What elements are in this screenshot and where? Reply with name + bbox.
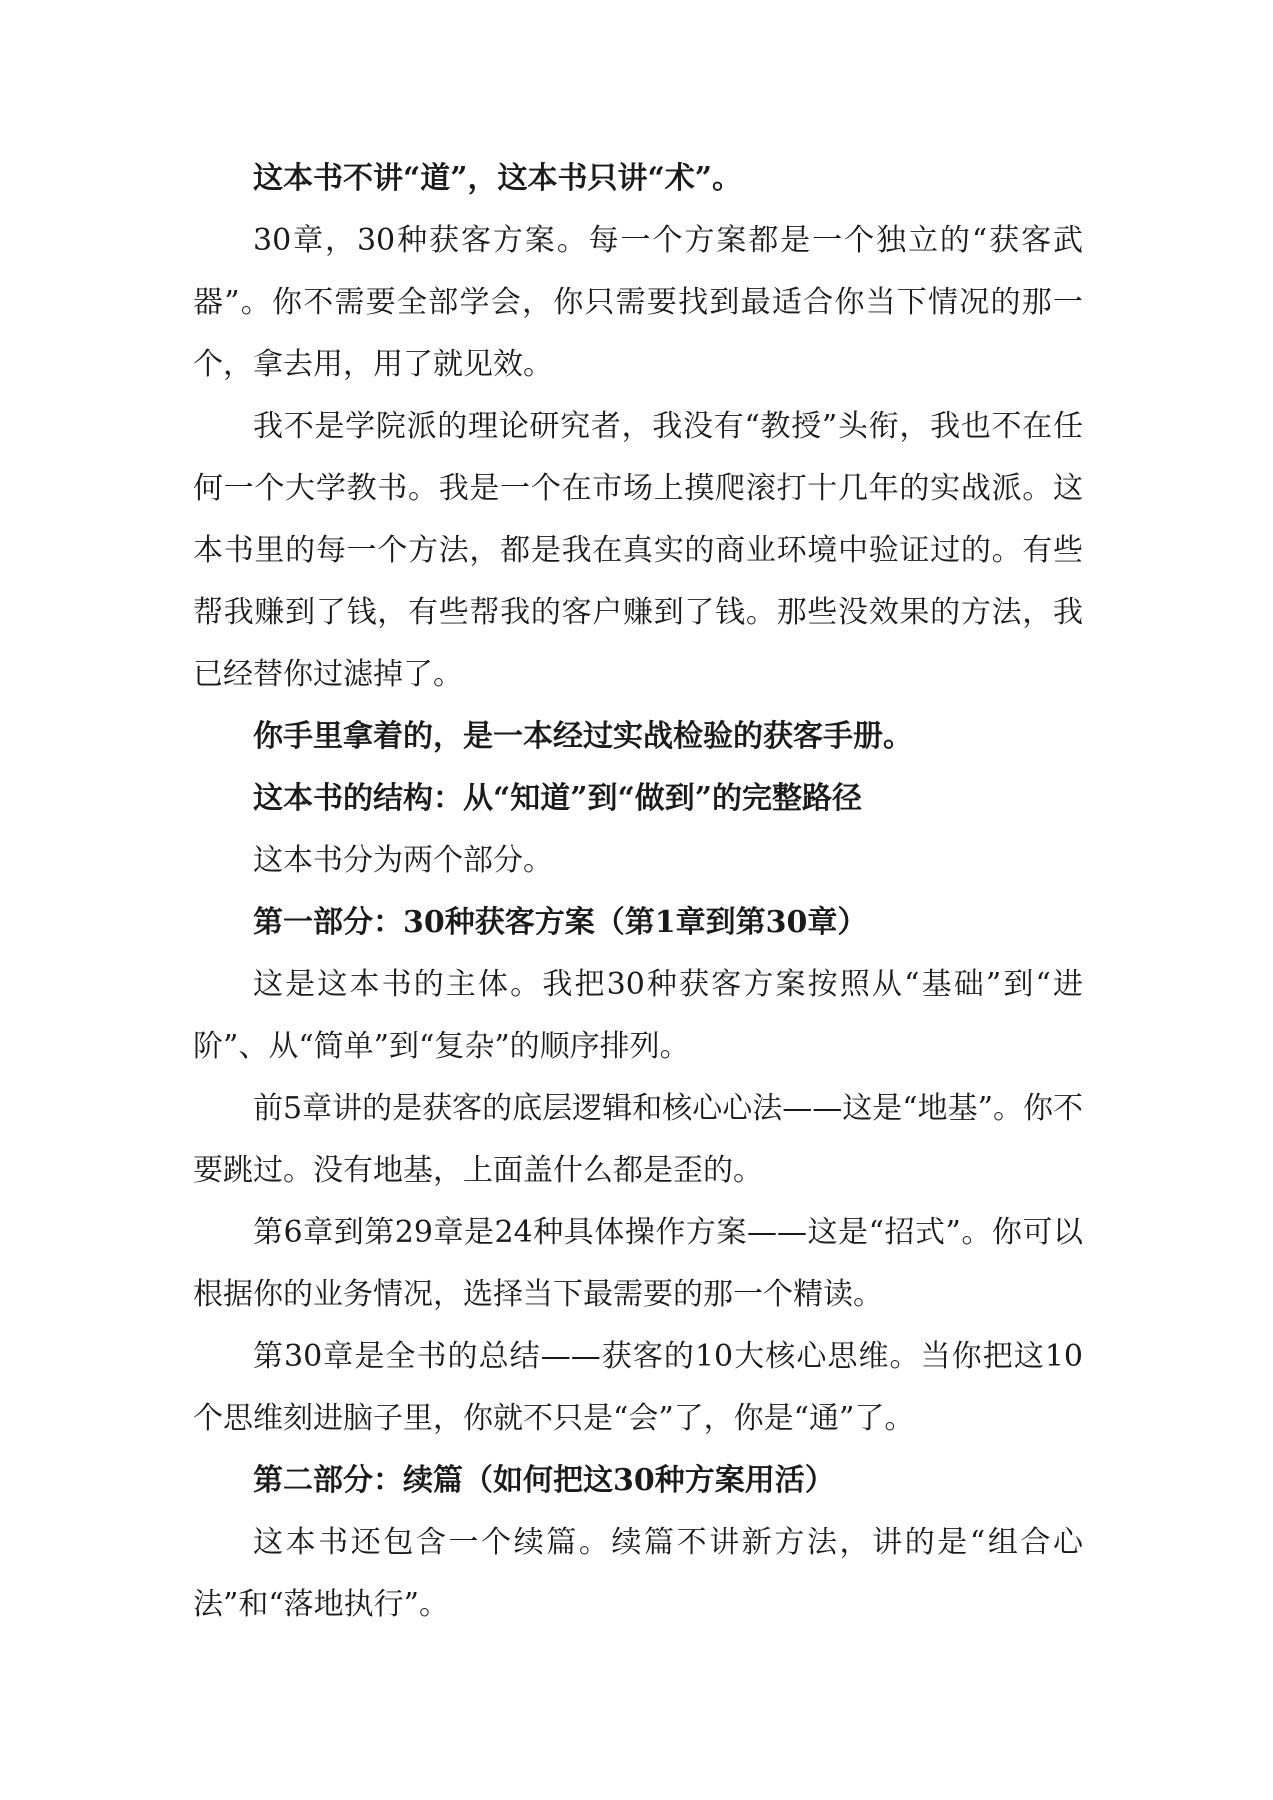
document-page [193, 148, 1083, 1636]
paragraph-part-one-body: 这是这本书的主体。我把30种获客方案按照从“基础”到“进阶”、从“简单”到“复杂”的顺序排列。 [193, 967, 1083, 1064]
section-heading-part-two: 第二部分：续篇（如何把这30种方案用活） [253, 1463, 835, 1498]
paragraph-part-two-body: 这本书还包含一个续篇。续篇不讲新方法，讲的是“组合心法”和“落地执行”。 [193, 1525, 1083, 1622]
paragraph-two-parts: 这本书分为两个部分。 [253, 843, 553, 878]
section-heading-part-one: 第一部分：30种获客方案（第1章到第30章） [253, 905, 868, 940]
paragraph-handbook-statement: 你手里拿着的，是一本经过实战检验的获客手册。 [253, 719, 913, 754]
section-heading-structure: 这本书的结构：从“知道”到“做到”的完整路径 [253, 781, 863, 816]
paragraph-intro-heading: 这本书不讲“道”，这本书只讲“术”。 [253, 161, 743, 196]
paragraph-chapters-6-29: 第6章到第29章是24种具体操作方案——这是“招式”。你可以根据你的业务情况，选择当下最需要的那一个精读。 [193, 1215, 1083, 1312]
paragraph-30-chapters: 30章，30种获客方案。每一个方案都是一个独立的“获客武器”。你不需要全部学会，你只需要找到最适合你当下情况的那一个，拿去用，用了就见效。 [193, 223, 1083, 382]
paragraph-author-background: 我不是学院派的理论研究者，我没有“教授”头衔，我也不在任何一个大学教书。我是一个在市场上摸爬滚打十几年的实战派。这本书里的每一个方法，都是我在真实的商业环境中验证过的。有些帮我赚到了钱，有些帮我的客户赚到了钱。那些没效果的方法，我已经替你过滤掉了。 [193, 409, 1083, 692]
paragraph-chapter-30: 第30章是全书的总结——获客的10大核心思维。当你把这10个思维刻进脑子里，你就不只是“会”了，你是“通”了。 [193, 1339, 1083, 1436]
paragraph-first-five-chapters: 前5章讲的是获客的底层逻辑和核心心法——这是“地基”。你不要跳过。没有地基，上面盖什么都是歪的。 [193, 1091, 1083, 1188]
